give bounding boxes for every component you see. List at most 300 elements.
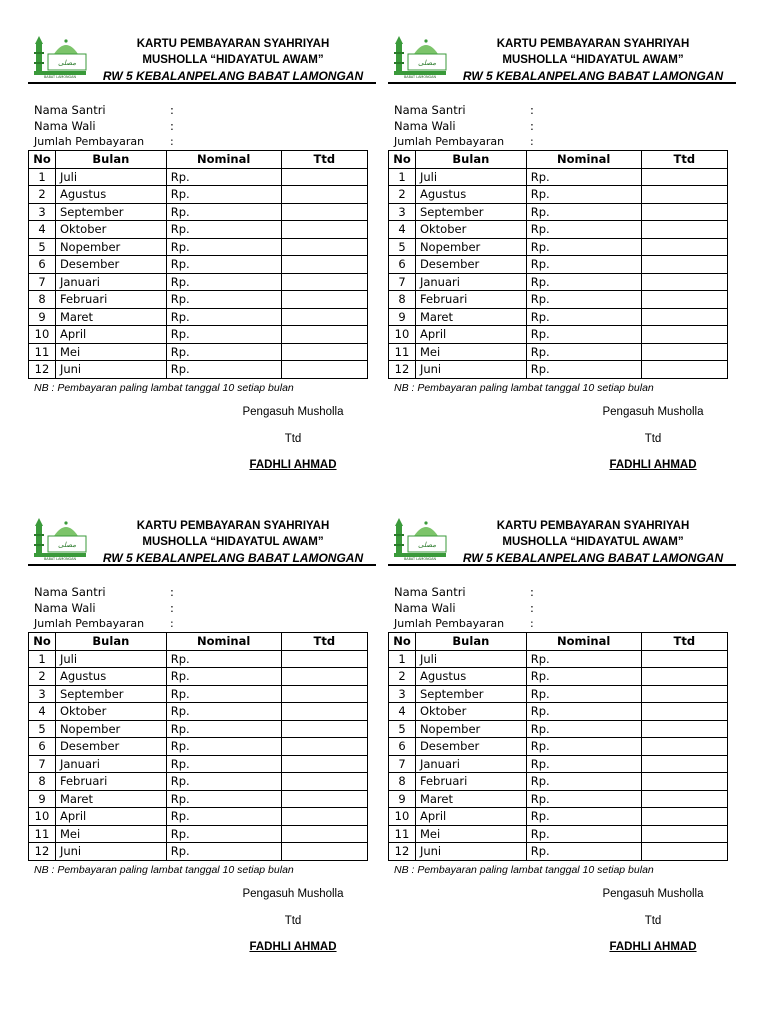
cell-nominal[interactable]: Rp. [166,221,281,239]
cell-bulan: September [415,685,526,703]
cell-nominal[interactable]: Rp. [526,308,641,326]
cell-ttd[interactable] [641,685,727,703]
cell-nominal[interactable]: Rp. [166,720,281,738]
cell-ttd[interactable] [281,808,367,826]
cell-nominal[interactable]: Rp. [526,273,641,291]
cell-bulan: Juli [415,168,526,186]
table-row [389,703,728,721]
card-header [388,30,736,82]
cell-ttd[interactable] [641,668,727,686]
cell-ttd[interactable] [641,650,727,668]
signature-name: FADHLI AHMAD [249,941,337,953]
field-label: Jumlah Pembayaran [394,135,505,148]
cell-no: 12 [389,361,416,379]
cell-no: 1 [29,650,56,668]
cell-bulan: Januari [415,273,526,291]
cell-no: 5 [29,720,56,738]
cell-ttd[interactable] [281,168,367,186]
table-row [389,326,728,344]
cell-no: 1 [389,168,416,186]
cell-ttd[interactable] [641,256,727,274]
field-nama-santri[interactable] [394,584,734,600]
cell-nominal[interactable]: Rp. [166,843,281,861]
cell-bulan: Desember [55,738,166,756]
field-colon: : [530,601,534,615]
card-title-line1: KARTU PEMBAYARAN SYAHRIYAH [496,520,690,532]
signature-role: Pengasuh Musholla [242,406,344,418]
cell-nominal[interactable]: Rp. [526,738,641,756]
cell-ttd[interactable] [281,186,367,204]
cell-bulan: Nopember [415,720,526,738]
payment-table [28,632,368,861]
table-row [29,168,368,186]
table-row [389,843,728,861]
mosque-logo-icon [392,516,448,560]
col-header-nominal: Nominal [526,151,641,169]
cell-nominal[interactable]: Rp. [526,361,641,379]
cell-nominal[interactable]: Rp. [166,808,281,826]
payment-card [388,512,736,982]
table-row [389,755,728,773]
payment-card [388,30,736,500]
cell-nominal[interactable]: Rp. [166,685,281,703]
cell-nominal[interactable]: Rp. [166,256,281,274]
cell-no: 10 [29,326,56,344]
col-header-no: No [389,151,416,169]
col-header-bulan: Bulan [55,151,166,169]
svg-text:BABAT LAMONGAN: BABAT LAMONGAN [43,557,77,560]
cell-bulan: Juni [55,361,166,379]
cell-ttd[interactable] [641,273,727,291]
cell-nominal[interactable]: Rp. [526,773,641,791]
payment-note: NB : Pembayaran paling lambat tanggal 10 setiap bulan [394,864,654,876]
cell-nominal[interactable]: Rp. [526,703,641,721]
cell-bulan: Maret [415,790,526,808]
cell-nominal[interactable]: Rp. [526,720,641,738]
table-row [29,238,368,256]
table-row [29,221,368,239]
svg-text:BABAT LAMONGAN: BABAT LAMONGAN [403,75,437,78]
field-nama-wali[interactable] [34,600,374,616]
col-header-no: No [29,633,56,651]
cell-ttd[interactable] [281,256,367,274]
cell-bulan: Agustus [55,668,166,686]
field-colon: : [170,585,174,599]
svg-text:مصلى: مصلى [418,59,436,67]
field-colon: : [170,601,174,615]
cell-no: 4 [29,703,56,721]
cell-nominal[interactable]: Rp. [526,326,641,344]
field-label: Nama Wali [394,601,456,615]
cell-no: 11 [29,343,56,361]
cell-no: 4 [389,703,416,721]
card-title-block [90,36,376,84]
cell-bulan: Oktober [55,703,166,721]
payment-note: NB : Pembayaran paling lambat tanggal 10 setiap bulan [34,864,294,876]
field-colon: : [170,617,174,630]
table-row [389,738,728,756]
table-row [389,186,728,204]
table-row [29,755,368,773]
mosque-logo-icon [392,34,448,78]
table-row [389,720,728,738]
table-row [389,650,728,668]
col-header-nominal: Nominal [166,633,281,651]
col-header-ttd: Ttd [281,151,367,169]
info-fields [394,102,734,149]
cell-ttd[interactable] [281,790,367,808]
cell-no: 5 [389,238,416,256]
card-title-line3: RW 5 KEBALANPELANG BABAT LAMONGAN [462,69,724,83]
field-jumlah-pembayaran[interactable] [394,616,734,631]
cell-bulan: Nopember [55,238,166,256]
table-row [29,273,368,291]
card-title-block [450,36,736,84]
svg-text:BABAT LAMONGAN: BABAT LAMONGAN [43,75,77,78]
cell-ttd[interactable] [641,738,727,756]
table-row [29,843,368,861]
cell-ttd[interactable] [641,703,727,721]
cell-nominal[interactable]: Rp. [526,238,641,256]
table-row [29,291,368,309]
cell-nominal[interactable]: Rp. [526,808,641,826]
cell-ttd[interactable] [281,755,367,773]
cell-bulan: September [55,203,166,221]
header-divider [388,82,736,84]
cell-no: 7 [389,755,416,773]
cell-nominal[interactable]: Rp. [526,790,641,808]
cell-ttd[interactable] [281,720,367,738]
card-title-line2: MUSHOLLA “HIDAYATUL AWAM” [142,536,324,548]
cell-bulan: Januari [55,273,166,291]
info-fields [34,584,374,631]
cell-ttd[interactable] [281,361,367,379]
cell-ttd[interactable] [641,168,727,186]
cell-bulan: Mei [415,343,526,361]
cell-ttd[interactable] [641,790,727,808]
cell-no: 2 [389,668,416,686]
cell-nominal[interactable]: Rp. [166,361,281,379]
cell-bulan: Agustus [415,668,526,686]
cell-nominal[interactable]: Rp. [166,755,281,773]
cell-bulan: Desember [55,256,166,274]
table-row [29,703,368,721]
table-row [29,256,368,274]
signature-name: FADHLI AHMAD [609,941,697,953]
cell-no: 8 [389,773,416,791]
field-nama-santri[interactable] [394,102,734,118]
table-row [389,685,728,703]
cell-ttd[interactable] [281,668,367,686]
col-header-ttd: Ttd [281,633,367,651]
cell-nominal[interactable]: Rp. [166,326,281,344]
card-title-block [90,518,376,566]
card-title-line3: RW 5 KEBALANPELANG BABAT LAMONGAN [462,551,724,565]
field-colon: : [170,103,174,117]
cell-nominal[interactable]: Rp. [526,668,641,686]
card-title-line3: RW 5 KEBALANPELANG BABAT LAMONGAN [102,551,364,565]
table-row [389,773,728,791]
table-row [389,668,728,686]
card-title-line1: KARTU PEMBAYARAN SYAHRIYAH [496,38,690,50]
field-label: Nama Santri [394,585,466,599]
table-row [29,186,368,204]
cell-nominal[interactable]: Rp. [166,343,281,361]
table-header-row [389,633,728,651]
cell-bulan: Februari [55,291,166,309]
mosque-logo-icon [32,516,88,560]
field-label: Nama Wali [34,119,96,133]
cell-nominal[interactable]: Rp. [166,668,281,686]
cell-ttd[interactable] [641,808,727,826]
table-row [29,308,368,326]
col-header-bulan: Bulan [415,151,526,169]
cell-nominal[interactable]: Rp. [526,168,641,186]
cell-ttd[interactable] [641,773,727,791]
cell-nominal[interactable]: Rp. [526,825,641,843]
signature-ttd: Ttd [284,433,302,445]
col-header-no: No [389,633,416,651]
cell-ttd[interactable] [641,186,727,204]
cell-bulan: September [55,685,166,703]
cell-bulan: Mei [55,825,166,843]
cell-ttd[interactable] [641,238,727,256]
field-jumlah-pembayaran[interactable] [34,134,374,149]
signature-role: Pengasuh Musholla [242,888,344,900]
table-row [29,738,368,756]
cell-ttd[interactable] [281,273,367,291]
cell-no: 4 [29,221,56,239]
field-jumlah-pembayaran[interactable] [34,616,374,631]
cell-bulan: April [415,808,526,826]
cell-ttd[interactable] [641,755,727,773]
field-nama-wali[interactable] [394,600,734,616]
cell-ttd[interactable] [281,685,367,703]
payment-table [28,150,368,379]
cell-nominal[interactable]: Rp. [166,203,281,221]
cell-bulan: Oktober [415,703,526,721]
payment-table [388,632,728,861]
cell-ttd[interactable] [641,843,727,861]
cell-bulan: Juli [415,650,526,668]
cell-ttd[interactable] [641,203,727,221]
cell-ttd[interactable] [281,650,367,668]
cell-nominal[interactable]: Rp. [166,790,281,808]
field-label: Nama Santri [34,103,106,117]
field-nama-santri[interactable] [34,584,374,600]
cell-nominal[interactable]: Rp. [526,203,641,221]
field-nama-wali[interactable] [394,118,734,134]
cell-ttd[interactable] [281,326,367,344]
info-fields [34,102,374,149]
cell-bulan: Agustus [55,186,166,204]
cell-bulan: Oktober [415,221,526,239]
cell-bulan: Agustus [415,186,526,204]
cell-bulan: Nopember [55,720,166,738]
card-title-line2: MUSHOLLA “HIDAYATUL AWAM” [142,54,324,66]
col-header-bulan: Bulan [415,633,526,651]
table-row [29,825,368,843]
col-header-nominal: Nominal [526,633,641,651]
table-row [389,256,728,274]
cell-nominal[interactable]: Rp. [166,168,281,186]
table-header-row [389,151,728,169]
cell-nominal[interactable]: Rp. [166,308,281,326]
cell-ttd[interactable] [641,361,727,379]
cell-nominal[interactable]: Rp. [526,685,641,703]
cell-bulan: April [415,326,526,344]
field-colon: : [530,135,534,148]
cell-ttd[interactable] [281,203,367,221]
field-label: Jumlah Pembayaran [394,617,505,630]
cell-no: 9 [389,790,416,808]
cell-nominal[interactable]: Rp. [166,273,281,291]
table-row [389,203,728,221]
cell-nominal[interactable]: Rp. [526,755,641,773]
cell-ttd[interactable] [641,343,727,361]
cell-no: 5 [29,238,56,256]
cell-no: 7 [389,273,416,291]
col-header-nominal: Nominal [166,151,281,169]
cell-no: 9 [29,308,56,326]
cell-nominal[interactable]: Rp. [166,703,281,721]
payment-card [28,30,376,500]
cell-bulan: Desember [415,256,526,274]
cell-ttd[interactable] [641,308,727,326]
card-title-line1: KARTU PEMBAYARAN SYAHRIYAH [136,38,330,50]
cell-ttd[interactable] [281,825,367,843]
cell-bulan: Maret [415,308,526,326]
cell-no: 9 [389,308,416,326]
cell-nominal[interactable]: Rp. [526,256,641,274]
field-jumlah-pembayaran[interactable] [394,134,734,149]
cell-bulan: Januari [55,755,166,773]
table-row [29,650,368,668]
cell-ttd[interactable] [641,326,727,344]
cell-nominal[interactable]: Rp. [526,291,641,309]
cell-no: 1 [29,168,56,186]
cell-ttd[interactable] [641,825,727,843]
card-title-line2: MUSHOLLA “HIDAYATUL AWAM” [502,536,684,548]
field-label: Nama Santri [34,585,106,599]
cell-no: 12 [29,843,56,861]
table-row [389,825,728,843]
header-divider [28,82,376,84]
cell-ttd[interactable] [281,343,367,361]
table-row [389,308,728,326]
table-row [29,668,368,686]
header-divider [388,564,736,566]
cell-nominal[interactable]: Rp. [526,343,641,361]
svg-text:مصلى: مصلى [58,541,76,549]
field-label: Nama Wali [394,119,456,133]
cell-ttd[interactable] [281,238,367,256]
field-nama-santri[interactable] [34,102,374,118]
cell-ttd[interactable] [641,291,727,309]
cell-bulan: Mei [55,343,166,361]
table-row [29,343,368,361]
cell-bulan: Januari [415,755,526,773]
cell-bulan: Juni [415,843,526,861]
cell-no: 7 [29,273,56,291]
signature-ttd: Ttd [644,915,662,927]
svg-text:مصلى: مصلى [58,59,76,67]
table-row [29,790,368,808]
cell-no: 3 [29,685,56,703]
cell-no: 10 [389,326,416,344]
signature-name: FADHLI AHMAD [249,459,337,471]
table-row [389,168,728,186]
col-header-ttd: Ttd [641,151,727,169]
table-row [29,685,368,703]
cell-bulan: Februari [415,291,526,309]
field-colon: : [170,119,174,133]
field-nama-wali[interactable] [34,118,374,134]
cell-nominal[interactable]: Rp. [166,650,281,668]
cell-ttd[interactable] [281,703,367,721]
cell-ttd[interactable] [281,843,367,861]
cell-ttd[interactable] [281,291,367,309]
card-title-line2: MUSHOLLA “HIDAYATUL AWAM” [502,54,684,66]
cell-no: 5 [389,720,416,738]
cell-nominal[interactable]: Rp. [526,843,641,861]
cell-nominal[interactable]: Rp. [166,773,281,791]
cell-no: 11 [29,825,56,843]
field-label: Jumlah Pembayaran [34,617,145,630]
cell-nominal[interactable]: Rp. [166,186,281,204]
cell-ttd[interactable] [641,720,727,738]
field-label: Nama Santri [394,103,466,117]
cell-nominal[interactable]: Rp. [526,650,641,668]
signature-ttd: Ttd [644,433,662,445]
cell-nominal[interactable]: Rp. [166,238,281,256]
card-title-line1: KARTU PEMBAYARAN SYAHRIYAH [136,520,330,532]
field-colon: : [530,103,534,117]
header-divider [28,564,376,566]
cell-nominal[interactable]: Rp. [526,186,641,204]
cell-ttd[interactable] [281,221,367,239]
cell-ttd[interactable] [281,308,367,326]
signature-name: FADHLI AHMAD [609,459,697,471]
cell-no: 6 [29,256,56,274]
cell-bulan: Maret [55,790,166,808]
payment-note: NB : Pembayaran paling lambat tanggal 10 setiap bulan [394,382,654,394]
card-header [28,30,376,82]
col-header-no: No [29,151,56,169]
cell-ttd[interactable] [281,738,367,756]
cell-nominal[interactable]: Rp. [166,291,281,309]
cell-ttd[interactable] [641,221,727,239]
cell-bulan: Juni [55,843,166,861]
table-row [389,790,728,808]
svg-text:BABAT LAMONGAN: BABAT LAMONGAN [403,557,437,560]
table-row [389,221,728,239]
cell-nominal[interactable]: Rp. [166,738,281,756]
table-row [29,773,368,791]
cell-no: 3 [389,685,416,703]
cell-nominal[interactable]: Rp. [166,825,281,843]
field-label: Nama Wali [34,601,96,615]
cell-no: 9 [29,790,56,808]
cell-no: 2 [389,186,416,204]
cell-nominal[interactable]: Rp. [526,221,641,239]
cell-bulan: Maret [55,308,166,326]
cell-no: 3 [29,203,56,221]
cell-no: 6 [389,738,416,756]
cell-bulan: Februari [55,773,166,791]
signature-role: Pengasuh Musholla [602,888,704,900]
cell-ttd[interactable] [281,773,367,791]
